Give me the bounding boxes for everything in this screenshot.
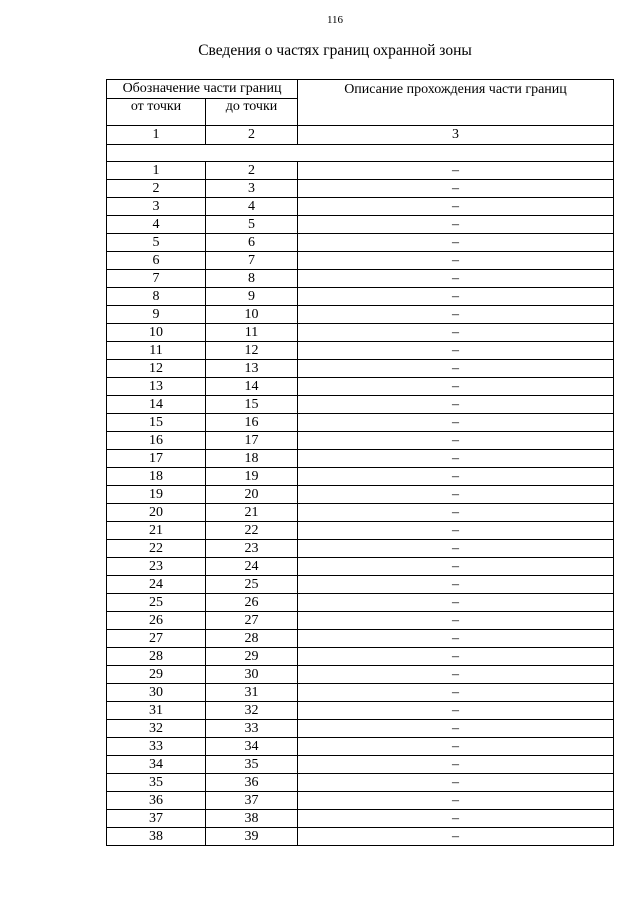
- to-point-cell: 6: [206, 234, 298, 252]
- from-point-cell: 2: [107, 180, 206, 198]
- description-cell: –: [298, 468, 614, 486]
- to-point-cell: 38: [206, 810, 298, 828]
- table-row: [107, 504, 614, 522]
- table-row: [107, 234, 614, 252]
- from-point-cell: 15: [107, 414, 206, 432]
- from-point-cell: 5: [107, 234, 206, 252]
- header-from-point: от точки: [107, 99, 206, 126]
- from-point-cell: 33: [107, 738, 206, 756]
- table-row: [107, 450, 614, 468]
- table-row: [107, 198, 614, 216]
- description-cell: –: [298, 774, 614, 792]
- from-point-cell: 28: [107, 648, 206, 666]
- table-row: [107, 252, 614, 270]
- to-point-cell: 34: [206, 738, 298, 756]
- to-point-cell: 26: [206, 594, 298, 612]
- from-point-cell: 27: [107, 630, 206, 648]
- from-point-cell: 3: [107, 198, 206, 216]
- column-number: 3: [298, 126, 614, 145]
- table-row: [107, 684, 614, 702]
- table-body: [107, 162, 614, 846]
- to-point-cell: 39: [206, 828, 298, 846]
- empty-spacer-row: [107, 145, 614, 162]
- description-cell: –: [298, 522, 614, 540]
- to-point-cell: 15: [206, 396, 298, 414]
- to-point-cell: 27: [206, 612, 298, 630]
- from-point-cell: 7: [107, 270, 206, 288]
- to-point-cell: 18: [206, 450, 298, 468]
- description-cell: –: [298, 360, 614, 378]
- document-title: Сведения о частях границ охранной зоны: [198, 42, 472, 59]
- from-point-cell: 17: [107, 450, 206, 468]
- to-point-cell: 20: [206, 486, 298, 504]
- table-row: [107, 306, 614, 324]
- to-point-cell: 36: [206, 774, 298, 792]
- description-cell: –: [298, 432, 614, 450]
- description-cell: –: [298, 738, 614, 756]
- description-cell: –: [298, 756, 614, 774]
- from-point-cell: 30: [107, 684, 206, 702]
- from-point-cell: 16: [107, 432, 206, 450]
- to-point-cell: 9: [206, 288, 298, 306]
- table-row: [107, 180, 614, 198]
- column-number: 2: [206, 126, 298, 145]
- to-point-cell: 22: [206, 522, 298, 540]
- description-cell: –: [298, 450, 614, 468]
- description-cell: –: [298, 378, 614, 396]
- to-point-cell: 5: [206, 216, 298, 234]
- column-number: 1: [107, 126, 206, 145]
- from-point-cell: 20: [107, 504, 206, 522]
- table-header-row-1: [107, 80, 614, 99]
- from-point-cell: 9: [107, 306, 206, 324]
- to-point-cell: 11: [206, 324, 298, 342]
- description-cell: –: [298, 810, 614, 828]
- table-row: [107, 522, 614, 540]
- from-point-cell: 12: [107, 360, 206, 378]
- table-row: [107, 216, 614, 234]
- group-header-designation: Обозначение части границ: [107, 80, 298, 99]
- from-point-cell: 38: [107, 828, 206, 846]
- to-point-cell: 35: [206, 756, 298, 774]
- description-cell: –: [298, 504, 614, 522]
- from-point-cell: 13: [107, 378, 206, 396]
- page-number: 116: [326, 14, 344, 26]
- table-row: [107, 540, 614, 558]
- table-row: [107, 432, 614, 450]
- table-row: [107, 414, 614, 432]
- to-point-cell: 21: [206, 504, 298, 522]
- table-row: [107, 612, 614, 630]
- description-cell: –: [298, 558, 614, 576]
- description-cell: –: [298, 666, 614, 684]
- table-row: [107, 558, 614, 576]
- to-point-cell: 25: [206, 576, 298, 594]
- from-point-cell: 14: [107, 396, 206, 414]
- from-point-cell: 34: [107, 756, 206, 774]
- column-number-row: [107, 126, 614, 145]
- to-point-cell: 19: [206, 468, 298, 486]
- table-row: [107, 648, 614, 666]
- empty-cell: [107, 145, 614, 162]
- table-row: [107, 378, 614, 396]
- table-row: [107, 270, 614, 288]
- description-cell: –: [298, 342, 614, 360]
- to-point-cell: 32: [206, 702, 298, 720]
- from-point-cell: 29: [107, 666, 206, 684]
- to-point-cell: 24: [206, 558, 298, 576]
- table-row: [107, 666, 614, 684]
- to-point-cell: 33: [206, 720, 298, 738]
- description-cell: –: [298, 198, 614, 216]
- from-point-cell: 8: [107, 288, 206, 306]
- description-cell: –: [298, 702, 614, 720]
- table-row: [107, 162, 614, 180]
- description-cell: –: [298, 576, 614, 594]
- from-point-cell: 26: [107, 612, 206, 630]
- to-point-cell: 31: [206, 684, 298, 702]
- description-cell: –: [298, 288, 614, 306]
- to-point-cell: 28: [206, 630, 298, 648]
- description-cell: –: [298, 594, 614, 612]
- description-cell: –: [298, 486, 614, 504]
- table-row: [107, 342, 614, 360]
- to-point-cell: 10: [206, 306, 298, 324]
- to-point-cell: 17: [206, 432, 298, 450]
- table-row: [107, 774, 614, 792]
- boundary-parts-table: [106, 79, 614, 846]
- from-point-cell: 36: [107, 792, 206, 810]
- from-point-cell: 31: [107, 702, 206, 720]
- to-point-cell: 29: [206, 648, 298, 666]
- description-cell: –: [298, 720, 614, 738]
- table-row: [107, 594, 614, 612]
- description-cell: –: [298, 324, 614, 342]
- description-cell: –: [298, 162, 614, 180]
- table-row: [107, 396, 614, 414]
- from-point-cell: 10: [107, 324, 206, 342]
- from-point-cell: 11: [107, 342, 206, 360]
- to-point-cell: 2: [206, 162, 298, 180]
- table-row: [107, 486, 614, 504]
- description-cell: –: [298, 396, 614, 414]
- from-point-cell: 21: [107, 522, 206, 540]
- table-row: [107, 324, 614, 342]
- from-point-cell: 24: [107, 576, 206, 594]
- description-cell: –: [298, 270, 614, 288]
- from-point-cell: 35: [107, 774, 206, 792]
- to-point-cell: 12: [206, 342, 298, 360]
- description-cell: –: [298, 252, 614, 270]
- from-point-cell: 4: [107, 216, 206, 234]
- from-point-cell: 1: [107, 162, 206, 180]
- header-description: Описание прохождения части границ: [298, 80, 614, 126]
- from-point-cell: 37: [107, 810, 206, 828]
- to-point-cell: 13: [206, 360, 298, 378]
- to-point-cell: 23: [206, 540, 298, 558]
- table-row: [107, 702, 614, 720]
- to-point-cell: 14: [206, 378, 298, 396]
- from-point-cell: 25: [107, 594, 206, 612]
- table-row: [107, 756, 614, 774]
- from-point-cell: 32: [107, 720, 206, 738]
- table-row: [107, 792, 614, 810]
- from-point-cell: 22: [107, 540, 206, 558]
- description-cell: –: [298, 612, 614, 630]
- description-cell: –: [298, 792, 614, 810]
- table-row: [107, 828, 614, 846]
- description-cell: –: [298, 216, 614, 234]
- to-point-cell: 8: [206, 270, 298, 288]
- to-point-cell: 16: [206, 414, 298, 432]
- description-cell: –: [298, 648, 614, 666]
- header-to-point: до точки: [206, 99, 298, 126]
- table-row: [107, 288, 614, 306]
- table-row: [107, 738, 614, 756]
- description-cell: –: [298, 234, 614, 252]
- from-point-cell: 19: [107, 486, 206, 504]
- description-cell: –: [298, 414, 614, 432]
- from-point-cell: 23: [107, 558, 206, 576]
- table-row: [107, 576, 614, 594]
- table-row: [107, 468, 614, 486]
- to-point-cell: 30: [206, 666, 298, 684]
- description-cell: –: [298, 540, 614, 558]
- description-cell: –: [298, 630, 614, 648]
- table-row: [107, 720, 614, 738]
- to-point-cell: 37: [206, 792, 298, 810]
- description-cell: –: [298, 306, 614, 324]
- to-point-cell: 3: [206, 180, 298, 198]
- description-cell: –: [298, 828, 614, 846]
- from-point-cell: 6: [107, 252, 206, 270]
- to-point-cell: 4: [206, 198, 298, 216]
- to-point-cell: 7: [206, 252, 298, 270]
- table-row: [107, 630, 614, 648]
- description-cell: –: [298, 180, 614, 198]
- from-point-cell: 18: [107, 468, 206, 486]
- description-cell: –: [298, 684, 614, 702]
- table-row: [107, 810, 614, 828]
- table-row: [107, 360, 614, 378]
